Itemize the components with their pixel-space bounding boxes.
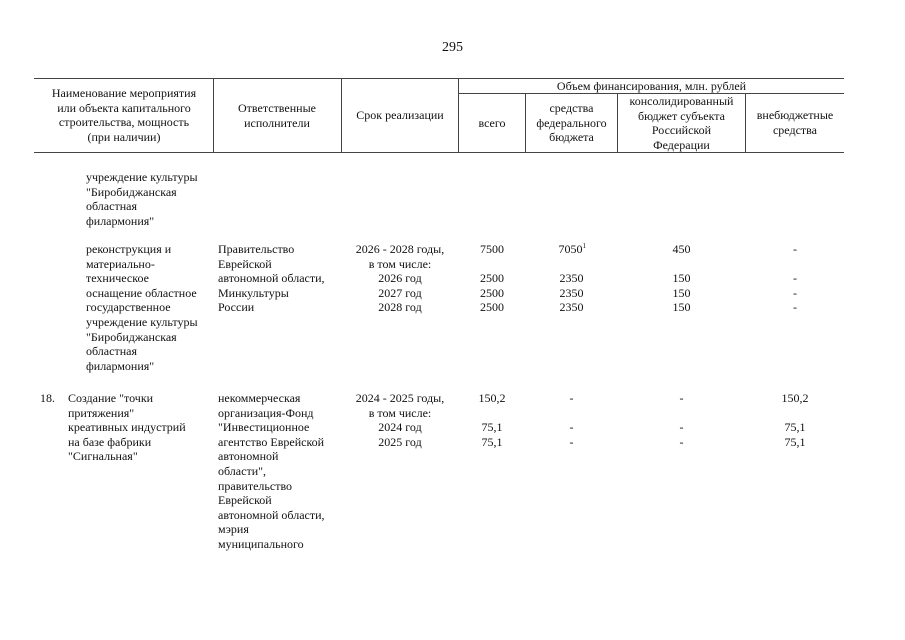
header-extra: внебюджетные средства [756, 108, 834, 137]
page-number: 295 [442, 40, 463, 55]
row-18-federal: - - - [569, 391, 574, 449]
row-reconstruction-consolidated: 450 150 150 150 [672, 242, 691, 315]
row-reconstruction-federal-years: 2350 2350 2350 [559, 271, 584, 315]
row-reconstruction-federal-main: 7050$^1$ [558, 242, 586, 256]
row-18-term: 2024 - 2025 годы, в том числе: 2024 год 2025 год [355, 391, 445, 449]
row-reconstruction-term: 2026 - 2028 годы, в том числе: 2026 год 2027 год 2028 год [355, 242, 445, 315]
row-reconstruction-name: реконструкция и материально- техническое оснащение областное государственное учреждение культуры "Биробиджанская областная филармония" [86, 242, 198, 373]
row-reconstruction-responsible: Правительство Еврейской автономной области, Минкультуры России [218, 242, 325, 315]
row-reconstruction-total: 7500 2500 2500 2500 [480, 242, 504, 315]
row-18-responsible: некоммерческая организация-Фонд "Инвестиционное агентство Еврейской автономной области", правительство Еврейской автономной области, мэрия муниципального [218, 391, 325, 551]
row-reconstruction-extra: - - - - [793, 242, 797, 315]
row-18-consolidated: - - - [679, 391, 684, 449]
continued-name: учреждение культуры "Биробиджанская областная филармония" [86, 170, 198, 228]
header-name: Наименование мероприятия или объекта капитального строительства, мощность (при наличии) [51, 86, 197, 144]
row-18-extra: 150,2 75,1 75,1 [781, 391, 809, 449]
header-responsible: Ответственные исполнители [238, 101, 316, 130]
header-consolidated: консолидированный бюджет субъекта Российской Федерации [629, 94, 734, 152]
footnote-marker: 1 [582, 242, 586, 250]
row-18-name: Создание "точки притяжения" креативных индустрий на базе фабрики "Сигнальная" [68, 391, 186, 464]
row-18-number: 18. [40, 391, 55, 405]
header-federal: средства федерального бюджета [536, 101, 607, 145]
header-term: Срок реализации [356, 108, 444, 122]
row-18-total: 150,2 75,1 75,1 [478, 391, 506, 449]
header-funding: Объем финансирования, млн. рублей [556, 79, 747, 93]
header-total: всего [478, 116, 506, 130]
